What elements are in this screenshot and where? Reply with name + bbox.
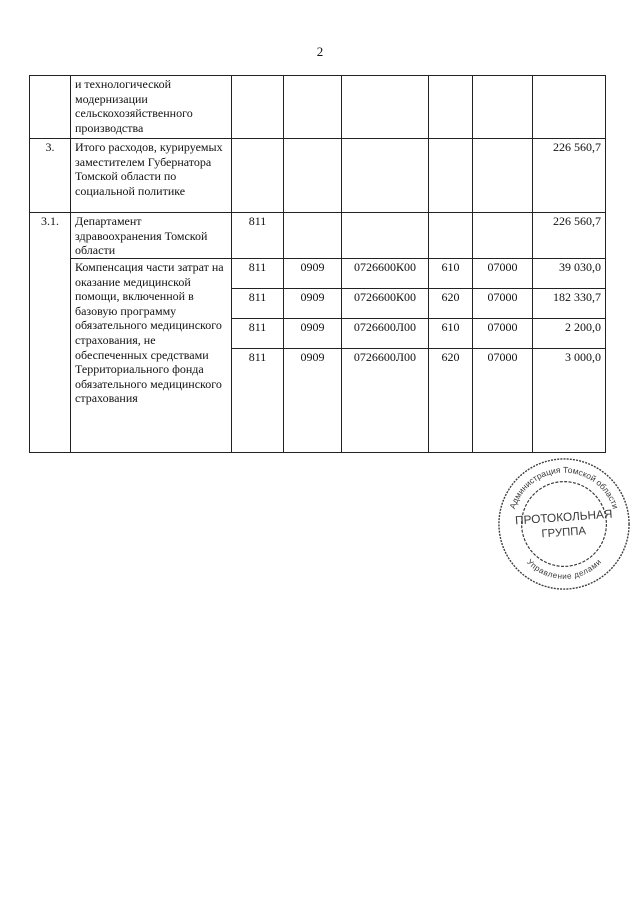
section-code: 0909 <box>284 289 342 319</box>
row-number: 3.1. <box>30 213 71 453</box>
admin-code: 811 <box>232 349 284 453</box>
kind-code <box>473 76 533 139</box>
admin-code: 811 <box>232 289 284 319</box>
expense-type-code: 610 <box>429 259 473 289</box>
section-code: 0909 <box>284 259 342 289</box>
expense-type-code <box>429 139 473 213</box>
row-name: Департамент здравоохранения Томской области <box>71 213 232 259</box>
row-number <box>30 76 71 139</box>
sum-value: 226 560,7 <box>533 139 606 213</box>
kind-code: 07000 <box>473 349 533 453</box>
expense-type-code: 620 <box>429 289 473 319</box>
section-code: 0909 <box>284 349 342 453</box>
expense-type-code <box>429 76 473 139</box>
table-row <box>30 76 606 139</box>
target-code: 0726600К00 <box>342 289 429 319</box>
row-name: Итого расходов, курируемых заместителем Губернатора Томской области по социальной политике <box>71 139 232 213</box>
expense-type-code: 610 <box>429 319 473 349</box>
table-row <box>30 213 606 259</box>
target-code: 0726600К00 <box>342 259 429 289</box>
sum-value: 2 200,0 <box>533 319 606 349</box>
page-number: 2 <box>316 44 324 59</box>
official-stamp <box>495 455 633 593</box>
target-code: 0726600Л00 <box>342 349 429 453</box>
expense-type-code <box>429 213 473 259</box>
row-name: Компенсация части затрат на оказание медицинской помощи, включенной в базовую программу обязательного медицинского страхования, не обеспеченных средствами Территориального фонда обязательного медицинского страхования <box>71 259 232 453</box>
target-code <box>342 213 429 259</box>
sum-value: 226 560,7 <box>533 213 606 259</box>
stamp-center-line1: ПРОТОКОЛЬНАЯ <box>514 506 613 528</box>
admin-code <box>232 139 284 213</box>
kind-code: 07000 <box>473 289 533 319</box>
admin-code: 811 <box>232 319 284 349</box>
sum-value: 39 030,0 <box>533 259 606 289</box>
section-code <box>284 76 342 139</box>
stamp-ring-text: Администрация Томской области <box>507 464 621 511</box>
kind-code: 07000 <box>473 319 533 349</box>
budget-table <box>29 75 606 453</box>
admin-code: 811 <box>232 259 284 289</box>
stamp-bottom-text: Управление делами <box>525 557 603 581</box>
target-code <box>342 139 429 213</box>
table-row <box>30 259 606 289</box>
kind-code: 07000 <box>473 259 533 289</box>
kind-code <box>473 139 533 213</box>
admin-code <box>232 76 284 139</box>
section-code: 0909 <box>284 319 342 349</box>
stamp-center-line2: ГРУППА <box>541 525 587 541</box>
target-code: 0726600Л00 <box>342 319 429 349</box>
row-number: 3. <box>30 139 71 213</box>
section-code <box>284 213 342 259</box>
target-code <box>342 76 429 139</box>
sum-value: 182 330,7 <box>533 289 606 319</box>
kind-code <box>473 213 533 259</box>
admin-code: 811 <box>232 213 284 259</box>
sum-value <box>533 76 606 139</box>
section-code <box>284 139 342 213</box>
row-name: и технологической модернизации сельскохозяйственного производства <box>71 76 232 139</box>
table-row <box>30 139 606 213</box>
expense-type-code: 620 <box>429 349 473 453</box>
sum-value: 3 000,0 <box>533 349 606 453</box>
